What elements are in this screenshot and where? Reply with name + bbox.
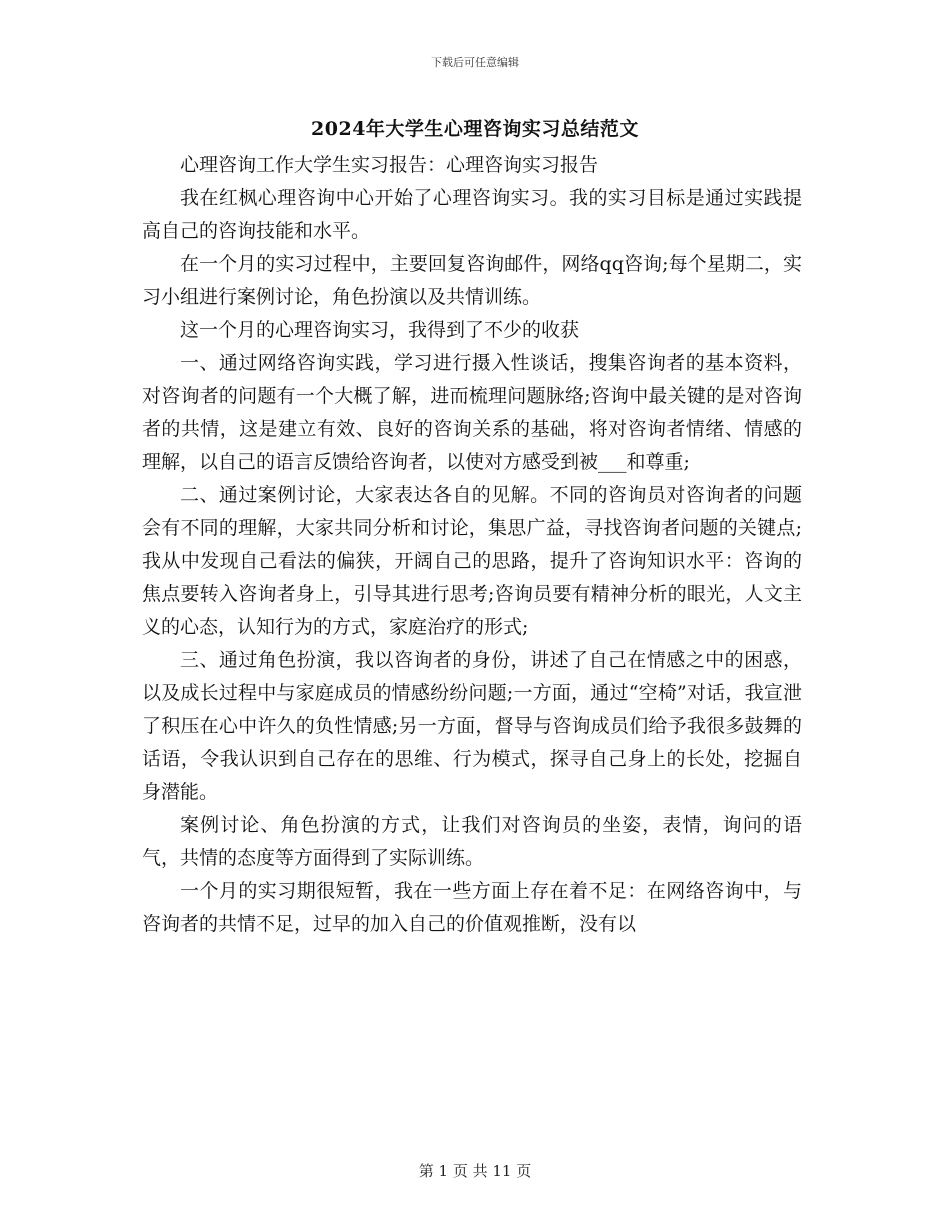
paragraph: 在一个月的实习过程中，主要回复咨询邮件，网络qq咨询;每个星期二，实习小组进行案例讨论，角色扮演以及共情训练。 [142, 253, 802, 308]
paragraph: 一、通过网络咨询实践，学习进行摄入性谈话，搜集咨询者的基本资料，对咨询者的问题有一个大概了解，进而梳理问题脉络;咨询中最关键的是对咨询者的共情，这是建立有效、良好的咨询关系的基础，将对咨询者情绪、情感的理解，以自己的语言反馈给咨询者，以使对方感受到被___和尊重; [142, 352, 802, 473]
paragraph: 案例讨论、角色扮演的方式，让我们对咨询员的坐姿，表情，询问的语气，共情的态度等方面得到了实际训练。 [142, 814, 802, 869]
document-title: 2024年大学生心理咨询实习总结范文 [311, 118, 639, 140]
document-body [142, 149, 802, 941]
paragraph: 三、通过角色扮演，我以咨询者的身份，讲述了自己在情感之中的困惑，以及成长过程中与家庭成员的情感纷纷问题;一方面，通过“空椅”对话，我宣泄了积压在心中许久的负性情感;另一方面，督导与咨询成员们给予我很多鼓舞的话语，令我认识到自己存在的思维、行为模式，探寻自己身上的长处，挖掘自身潜能。 [142, 649, 802, 803]
paragraph: 二、通过案例讨论，大家表达各自的见解。不同的咨询员对咨询者的问题会有不同的理解，大家共同分析和讨论，集思广益，寻找咨询者问题的关键点;我从中发现自己看法的偏狭，开阔自己的思路，提升了咨询知识水平：咨询的焦点要转入咨询者身上，引导其进行思考;咨询员要有精神分析的眼光，人文主义的心态，认知行为的方式，家庭治疗的形式; [142, 484, 802, 638]
paragraph: 一个月的实习期很短暂，我在一些方面上存在着不足：在网络咨询中，与咨询者的共情不足，过早的加入自己的价值观推断，没有以 [142, 880, 802, 935]
paragraph: 心理咨询工作大学生实习报告：心理咨询实习报告 [180, 154, 599, 176]
paragraph: 我在红枫心理咨询中心开始了心理咨询实习。我的实习目标是通过实践提高自己的咨询技能和水平。 [142, 187, 802, 242]
paragraph: 这一个月的心理咨询实习，我得到了不少的收获 [180, 319, 580, 341]
header-note: 下载后可任意编辑 [431, 56, 519, 69]
page-number-footer: 第 1 页 共 11 页 [418, 1162, 532, 1180]
